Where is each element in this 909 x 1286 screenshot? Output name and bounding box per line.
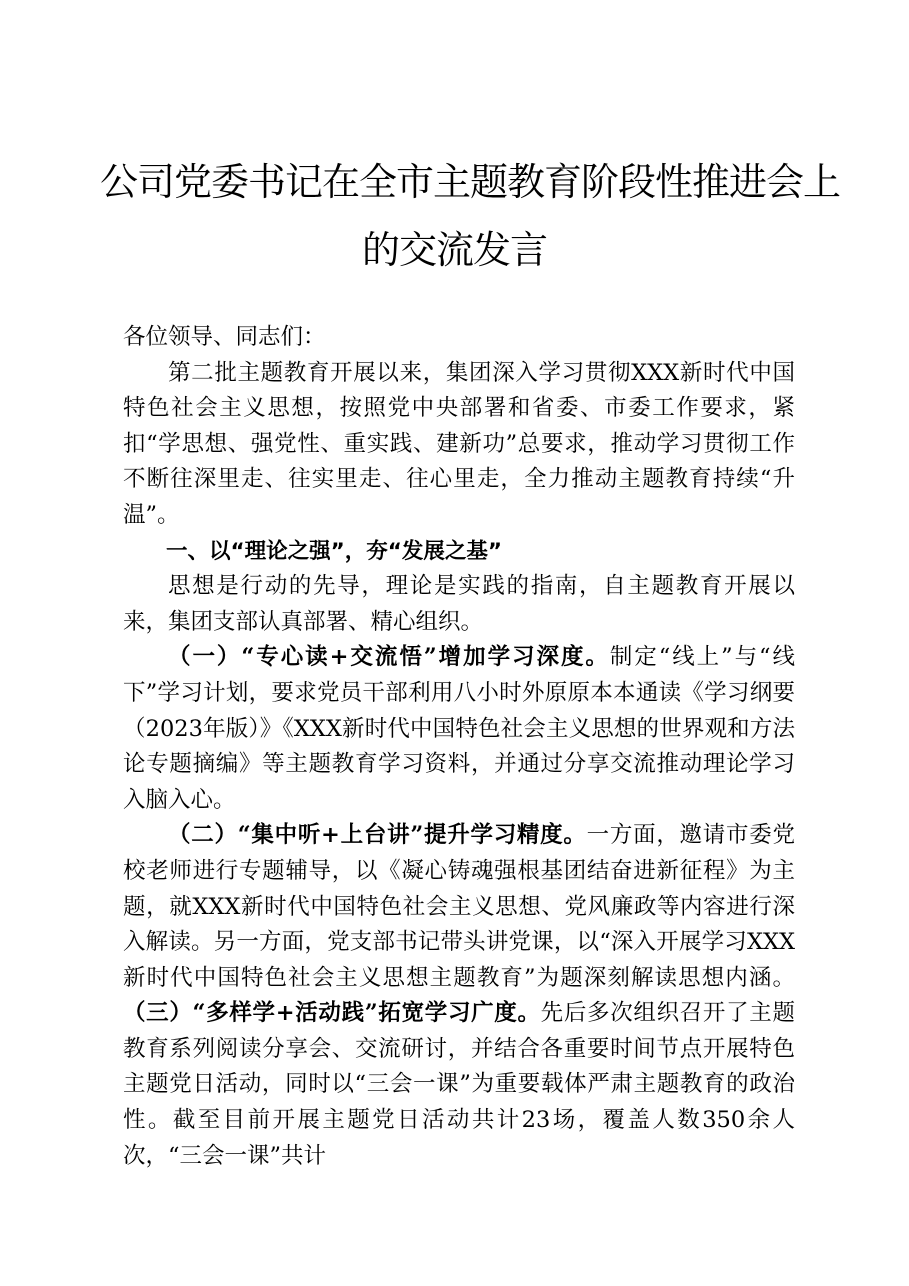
item-3-text: 先后多次组织召开了主题教育系列阅读分享会、交流研讨，并结合各重要时间节点开展特色主题党日活动，同时以“三会一课”为重要载体严肃主题教育的政治性。截至目前开展主题党日活动共计23场，覆盖人数350余人次，“三会一课”共计 (123, 1000, 795, 1169)
item-3-title: （三）“多样学+活动践”拓宽学习广度。 (123, 1000, 541, 1027)
document-title-line-1: 公司党委书记在全市主题教育阶段性推进会上 (100, 160, 841, 204)
item-2-paragraph (123, 818, 795, 1174)
section-1-intro: 思想是行动的先导，理论是实践的指南，自主题教育开展以来，集团支部认真部署、精心组织。 (123, 573, 795, 635)
item-1-paragraph (123, 640, 795, 818)
item-1-text: 制定“线上”与“线下”学习计划，要求党员干部利用八小时外原原本本通读《学习纲要（2023年版）》《XXX新时代中国特色社会主义思想的世界观和方法论专题摘编》等主题教育学习资料，并通过分享交流推动理论学习入脑入心。 (123, 644, 795, 813)
item-2-text: 一方面，邀请市委党校老师进行专题辅导，以《凝心铸魂强根基团结奋进新征程》为主题，就XXX新时代中国特色社会主义思想、党风廉政等内容进行深入解读。另一方面，党支部书记带头讲党课，以“深入开展学习XXX新时代中国特色社会主义思想主题教育”为题深刻解读思想内涵。 (123, 822, 795, 991)
item-2-title: （二）“集中听+上台讲”提升学习精度。 (168, 822, 587, 849)
salutation: 各位领导、同志们： (123, 324, 326, 350)
document-title-line-2: 的交流发言 (361, 228, 547, 272)
intro-paragraph: 第二批主题教育开展以来，集团深入学习贯彻XXX新时代中国特色社会主义思想，按照党中央部署和省委、市委工作要求，紧扣“学思想、强党性、重实践、建新功”总要求，推动学习贯彻工作不断往深里走、往实里走、往心里走，全力推动主题教育持续“升温”。 (123, 359, 795, 528)
item-1-title: （一）“专心读+交流悟”增加学习深度。 (168, 644, 610, 671)
section-1-heading: 一、以“理论之强”，夯“发展之基” (166, 538, 503, 564)
document-body (123, 320, 795, 1174)
